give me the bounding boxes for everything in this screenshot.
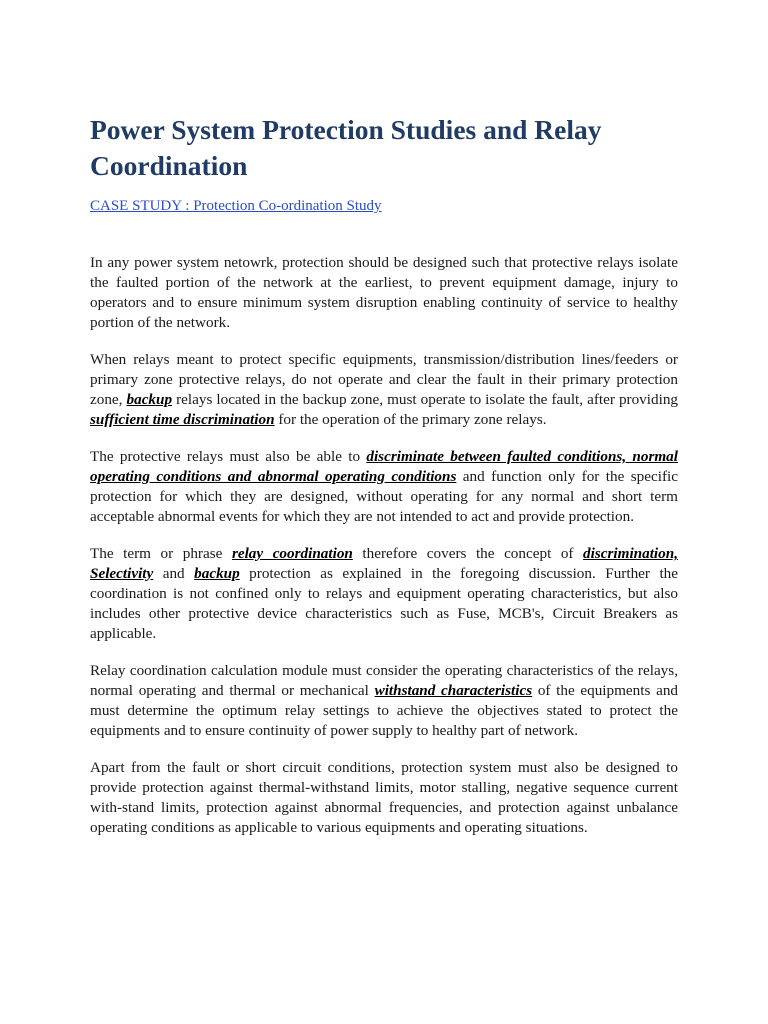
emphasis-discriminate-conditions: discriminate between faulted conditions, normal operating conditions and abnormal operating conditions (90, 448, 678, 485)
paragraph-backup (90, 350, 678, 430)
emphasis-backup: backup (126, 391, 173, 408)
emphasis-discrimination-selectivity: discrimination, Selectivity (90, 545, 678, 582)
emphasis-time-discrimination: sufficient time discrimination (90, 411, 275, 428)
case-study-link[interactable]: CASE STUDY : Protection Co-ordination Study (90, 198, 382, 214)
text-run: protection as explained in the foregoing discussion. Further the coordination is not confined only to relays and equipment operating characteristics, but also includes other protective device characteristics such as Fuse, MCB's, Circuit Breakers as applicable. (90, 565, 678, 642)
text-run: therefore covers the concept of (352, 545, 584, 562)
paragraph-relay-coordination (90, 544, 678, 644)
text-run: The term or phrase (90, 545, 232, 562)
emphasis-withstand-characteristics: withstand characteristics (374, 682, 533, 699)
emphasis-relay-coordination: relay coordination (231, 545, 353, 562)
text-run: When relays meant to protect specific equipments, transmission/distribution lines/feeders or primary zone protective relays, do not operate and clear the fault in their primary protection zone, (90, 351, 678, 408)
text-run: and (153, 565, 195, 582)
text-run: of the equipments and must determine the optimum relay settings to achieve the objectives stated to protect the equipments and to ensure continuity of power supply to healthy part of network. (90, 682, 679, 739)
page-title: Power System Protection Studies and Relay Coordination (90, 114, 602, 181)
text-run: and function only for the specific protection for which they are designed, without operating for any normal and short term acceptable abnormal events for which they are not intended to act and provide protection. (90, 468, 678, 525)
paragraph-calculation-module (90, 661, 678, 741)
text-run: Relay coordination calculation module must consider the operating characteristics of the relays, normal operating and thermal or mechanical (90, 662, 678, 699)
paragraph-discrimination (90, 447, 678, 527)
document-page (90, 112, 678, 838)
text-run: relays located in the backup zone, must operate to isolate the fault, after providing (172, 391, 679, 408)
text-run: The protective relays must also be able to (90, 448, 367, 465)
paragraph-other-protection: Apart from the fault or short circuit conditions, protection system must also be designed to provide protection against thermal-withstand limits, motor stalling, negative sequence current with-stand limits, protection against abnormal frequencies, and protection against unbalance operating conditions as applicable to various equipments and operating situations. (90, 759, 678, 836)
paragraph-intro: In any power system netowrk, protection should be designed such that protective relays isolate the faulted portion of the network at the earliest, to prevent equipment damage, injury to operators and to ensure minimum system disruption enabling continuity of service to healthy portion of the network. (90, 254, 678, 331)
emphasis-backup: backup (194, 565, 240, 582)
text-run: for the operation of the primary zone relays. (274, 411, 547, 428)
